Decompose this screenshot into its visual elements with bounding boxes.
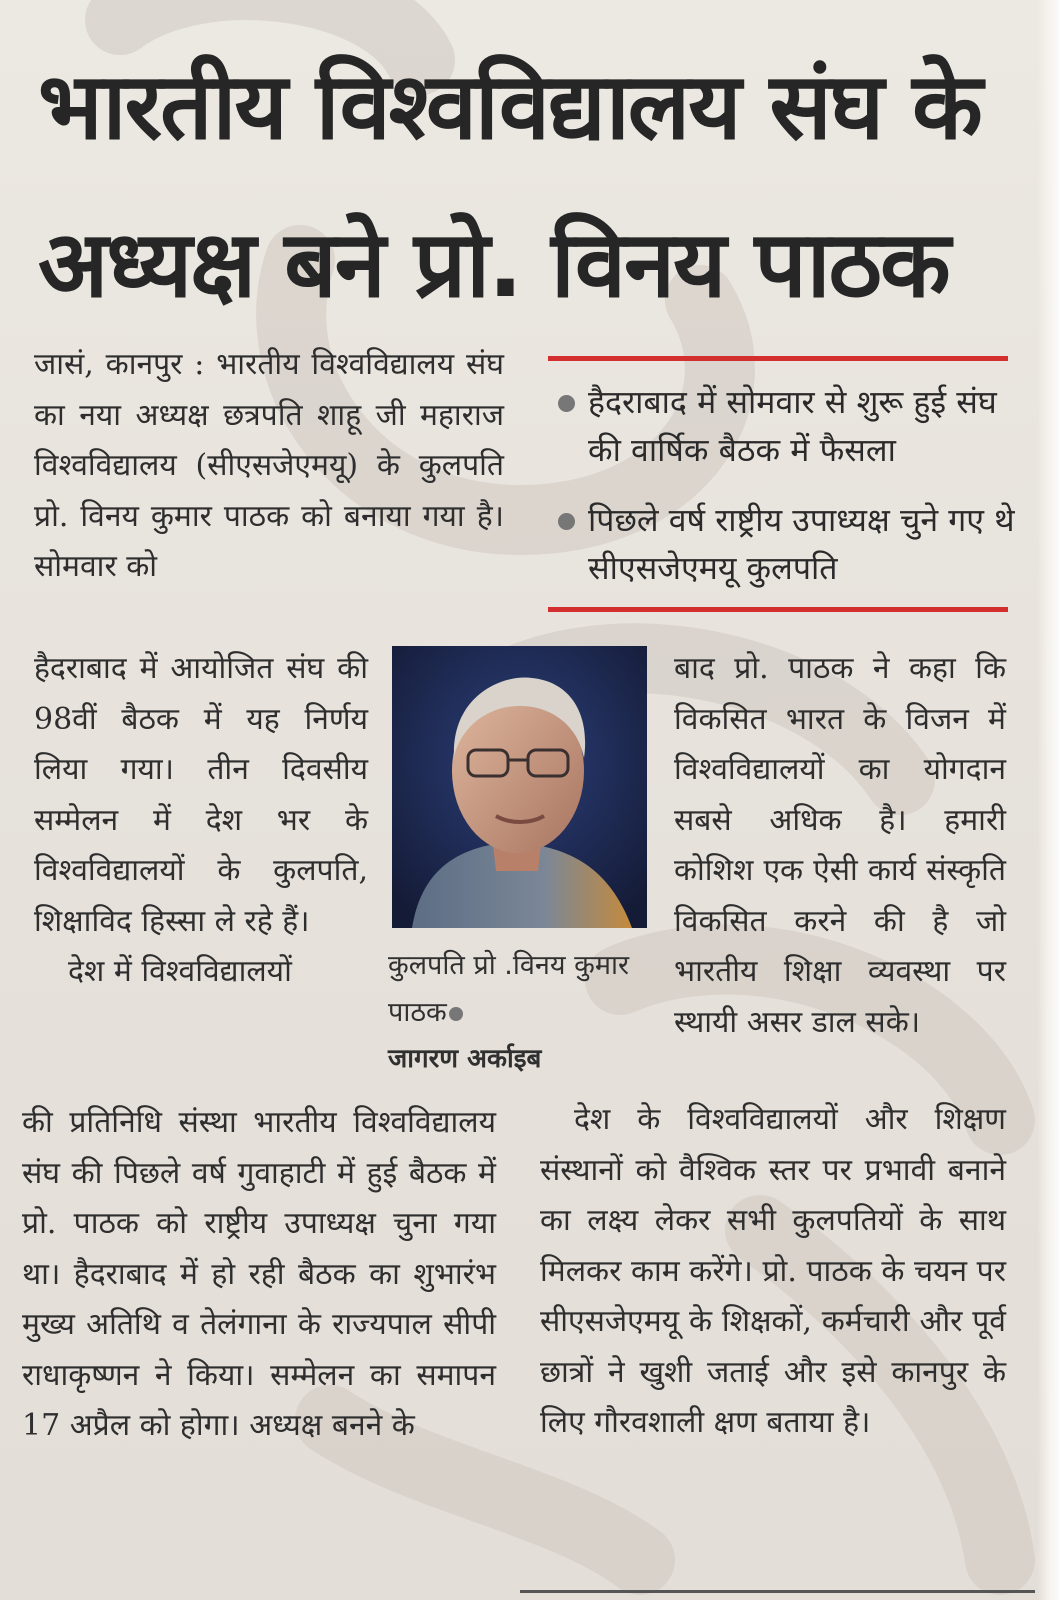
- bottom-divider: [520, 1590, 1035, 1593]
- headline-line-2: अध्यक्ष बने प्रो. विनय पाठक: [38, 211, 949, 318]
- photo-credit: जागरण अर्काइब: [388, 1044, 542, 1074]
- portrait-illustration: [392, 646, 647, 928]
- highlights-box: [558, 378, 1018, 614]
- highlight-item: हैदराबाद में सोमवार से शुरू हुई संघ की वार्षिक बैठक में फैसला: [558, 378, 1018, 474]
- bullet-dot-icon: [449, 1007, 463, 1021]
- caption-text: कुलपति प्रो .विनय कुमार पाठक: [388, 950, 630, 1028]
- headline: [38, 28, 1028, 344]
- portrait-photo: [392, 646, 647, 928]
- highlight-rule-top: [548, 356, 1008, 361]
- photo-caption: [388, 942, 663, 1083]
- highlight-item: पिछले वर्ष राष्ट्रीय उपाध्यक्ष चुने गए थे सीएसजेएमयू कुलपति: [558, 496, 1018, 592]
- article-right-column: बाद प्रो. पाठक ने कहा कि विकसित भारत के विजन में विश्वविद्यालयों का योगदान सबसे अधिक है। हमारी कोशिश एक ऐसी कार्य संस्कृति विकसित करने की है जो भारतीय शिक्षा व्यवस्था पर स्थायी असर डाल सके।: [674, 651, 1006, 1040]
- article-lower-left: की प्रतिनिधि संस्था भारतीय विश्वविद्यालय संघ की पिछले वर्ष गुवाहाटी में हुई बैठक में प्रो. पाठक को राष्ट्रीय उपाध्यक्ष चुना गया था। हैदराबाद में हो रही बैठक का शुभारंभ मुख्य अतिथि व तेलंगाना के राज्यपाल सीपी राधाकृष्णन ने किया। सम्मेलन का समापन 17 अप्रैल को होगा। अध्यक्ष बनने के: [22, 1105, 496, 1443]
- article-lower-right: देश के विश्वविद्यालयों और शिक्षण संस्थानों को वैश्विक स्तर पर प्रभावी बनाने का लक्ष्य लेकर सभी कुलपतियों के साथ मिलकर काम करेंगे। प्रो. पाठक के चयन पर सीएसजेएमयू के शिक्षकों, कर्मचारी और पूर्व छात्रों ने खुशी जताई और इसे कानपुर के लिए गौरवशाली क्षण बताया है।: [540, 1102, 1006, 1440]
- page-edge: [1037, 0, 1059, 1600]
- paragraph-2-start: देश में विश्वविद्यालयों: [68, 954, 292, 989]
- article-intro: जासं, कानपुर : भारतीय विश्वविद्यालय संघ का नया अध्यक्ष छत्रपति शाहू जी महाराज विश्वविद्यालय (सीएसजेएमयू) के कुलपति प्रो. विनय कुमार पाठक को बनाया गया है। सोमवार को: [34, 347, 504, 584]
- headline-line-1: भारतीय विश्वविद्यालय संघ के: [38, 53, 981, 160]
- article-left-column: हैदराबाद में आयोजित संघ की 98वीं बैठक में यह निर्णय लिया गया। तीन दिवसीय सम्मेलन में देश भर के विश्वविद्यालयों के कुलपति, शिक्षाविद हिस्सा ले रहे हैं। देश में विश्वविद्यालयों: [34, 644, 368, 998]
- highlight-rule-bottom: [548, 607, 1008, 612]
